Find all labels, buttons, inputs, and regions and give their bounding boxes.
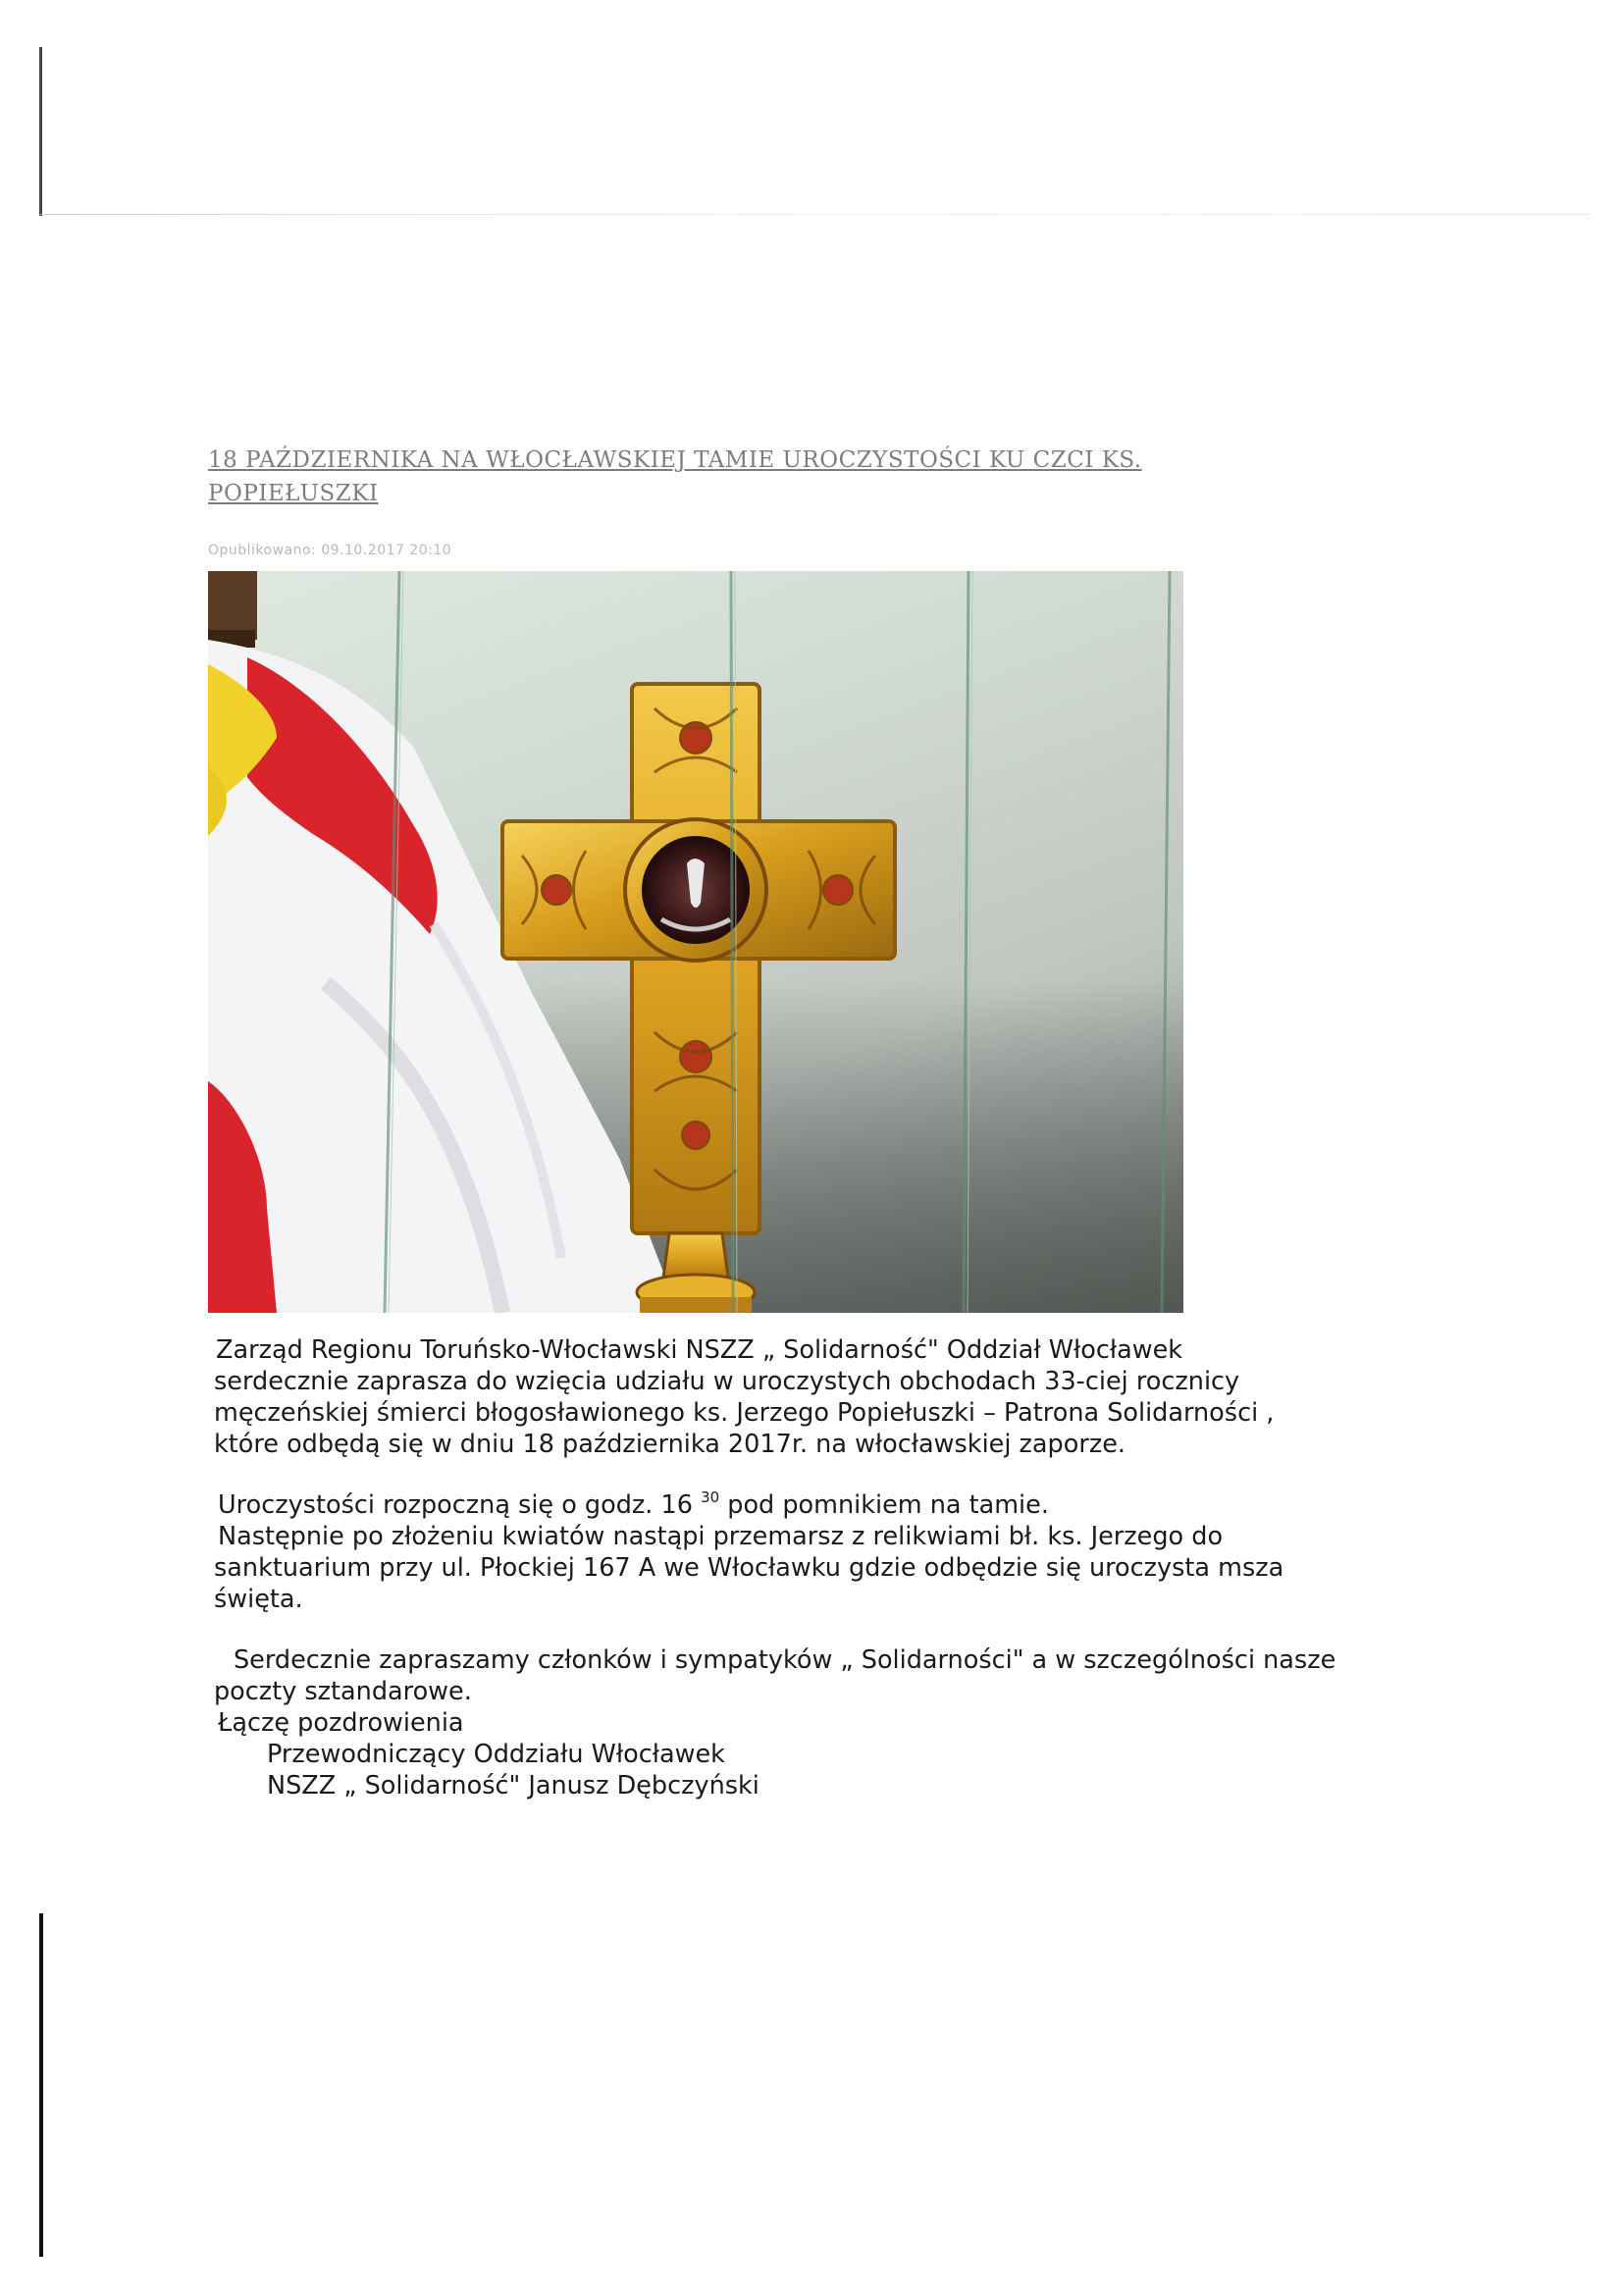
scan-line [39, 214, 1590, 215]
closing-line: poczty sztandarowe. [214, 1677, 472, 1706]
scan-edge-mark [39, 47, 42, 216]
closing-line: Serdecznie zapraszamy członków i sympatyków „ Solidarności" a w szczególności nasze [234, 1645, 1336, 1675]
schedule-text: Uroczystości rozpoczną się o godz. 16 [218, 1490, 702, 1520]
schedule-text: pod pomnikiem na tamie. [719, 1490, 1049, 1520]
signature-title: Przewodniczący Oddziału Włocławek [267, 1740, 725, 1769]
greeting: Łączę pozdrowienia [218, 1708, 464, 1738]
invitation-line: które odbędą się w dniu 18 października 2017r. na włocławskiej zaporze. [214, 1430, 1126, 1459]
signature-name: NSZZ „ Solidarność" Janusz Dębczyński [267, 1771, 759, 1800]
schedule-line: Następnie po złożeniu kwiatów nastąpi przemarsz z relikwiami bł. ks. Jerzego do [218, 1522, 1224, 1551]
invitation-line: Zarząd Regionu Toruńsko-Włocławski NSZZ „ Solidarność" Oddział Włocławek [216, 1335, 1183, 1365]
scan-edge-mark [39, 1913, 43, 2257]
invitation-line: serdecznie zaprasza do wzięcia udziału w uroczystych obchodach 33-ciej rocznicy [214, 1367, 1240, 1396]
schedule-line: święta. [214, 1585, 303, 1614]
schedule-minutes: 30 [701, 1488, 720, 1506]
schedule-line: sanktuarium przy ul. Płockiej 167 A we Włocławku gdzie odbędzie się uroczysta msza [214, 1553, 1284, 1583]
published-date: Opublikowano: 09.10.2017 20:10 [208, 543, 452, 558]
invitation-line: męczeńskiej śmierci błogosławionego ks. Jerzego Popiełuszki – Patrona Solidarności , [214, 1398, 1275, 1428]
schedule-line [214, 1489, 1411, 1521]
article-body [214, 1334, 1411, 1801]
article-photo [208, 571, 1183, 1313]
reliquary-cross-photo [208, 571, 1183, 1313]
article-title[interactable]: 18 PAŹDZIERNIKA NA WŁOCŁAWSKIEJ TAMIE UROCZYSTOŚCI KU CZCI KS. POPIEŁUSZKI [208, 447, 1142, 506]
